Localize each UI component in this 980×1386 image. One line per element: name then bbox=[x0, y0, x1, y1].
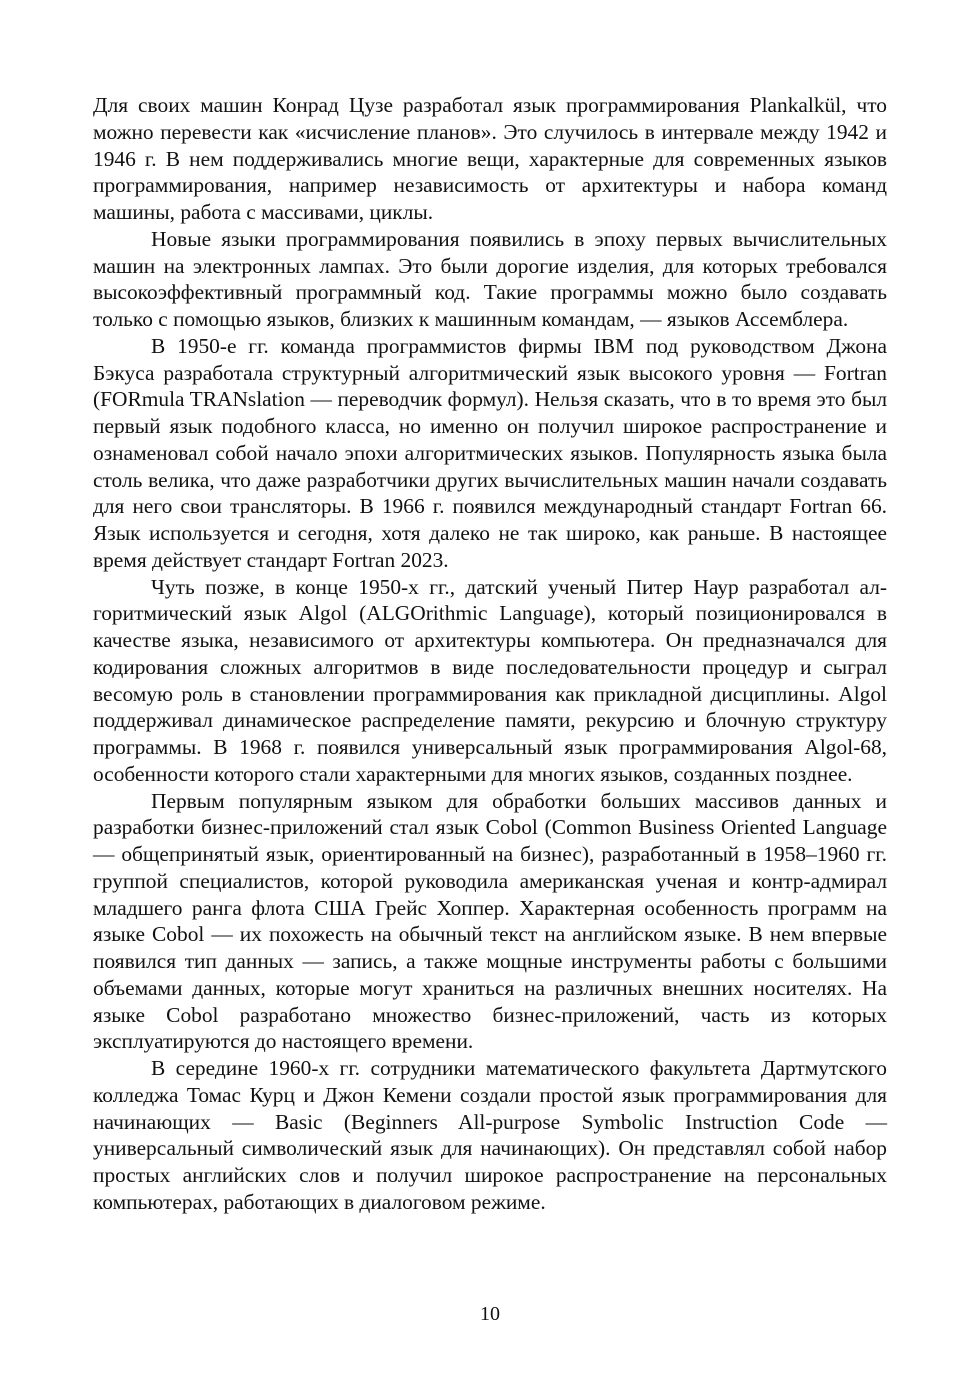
paragraph-zuse-plankalkul: Для своих машин Конрад Цузе разработал язык программирования Plankalkül, что можно перевести как «исчисление планов». Это случилось в интервале между 1942 и 1946 г. В нем поддерживались многие вещи, характерные для современных языков программирования, например независимость от архитектуры и набора команд машины, работа с массивами, циклы. bbox=[93, 93, 887, 224]
body-text bbox=[93, 92, 887, 1216]
paragraph-algol: Чуть позже, в конце 1950-х гг., датский ученый Питер Наур разработал алгоритмический язык Algol (ALGOrithmic Language), который позиционировался в качестве языка, независимого от архитектуры компьютера. Он предназначался для кодирования сложных алгоритмов в виде последовательности процедур и сыграл весомую роль в становлении программирования как прикладной дисциплины. Algol поддерживал динамическое распределение памяти, рекурсию и блочную структуру программы. В 1968 г. появился универсальный язык программирования Algol-68, особенности которого стали характерными для многих языков, созданных позднее. bbox=[93, 574, 887, 786]
paragraph-cobol: Первым популярным языком для обработки больших массивов данных и разработки бизнес-приложений стал язык Cobol (Common Business Oriented Language — общепринятый язык, ориентированный на бизнес), разработанный в 1958–1960 гг. группой специалистов, которой руководила американская ученая и контр-адмирал младшего ранга флота США Грейс Хоппер. Характерная особенность программ на языке Cobol — их похожесть на обычный текст на английском языке. В нем впервые появился тип данных — запись, а также мощные инструменты работы с большими объемами данных, которые могут храниться на различных внешних носителях. На языке Cobol разработано множество бизнес-приложений, часть из которых эксплуатируются до настоящего времени. bbox=[93, 788, 887, 1054]
page-number: 10 bbox=[480, 1303, 500, 1325]
paragraph-fortran: В 1950-е гг. команда программистов фирмы IBM под руководством Джона Бэкуса разработала структурный алгоритмический язык высокого уровня — Fortran (FORmula TRANslation — переводчик формул). Нельзя сказать, что в то время это был первый язык подобного класса, но именно он получил широкое распространение и ознаменовал собой начало эпохи алгоритмических языков. Популярность языка была столь велика, что даже разработчики других вычислительных машин начали создавать для него свои трансляторы. В 1966 г. появился международный стандарт Fortran 66. Язык используется и сегодня, хотя далеко не так широко, как раньше. В настоящее время действует стандарт Fortran 2023. bbox=[93, 333, 887, 572]
paragraph-basic: В середине 1960-х гг. сотрудники математического факультета Дартмутского колледжа Томас Курц и Джон Кемени создали простой язык программирования для начинающих — Basic (Beginners All-purpose Symbolic Instruction Code — универсальный символический язык для начинающих). Он представлял собой набор простых английских слов и получил широкое распространение на персональных компьютерах, работающих в диалоговом режиме. bbox=[93, 1056, 887, 1214]
paragraph-assembler: Новые языки программирования появились в эпоху первых вычислительных машин на электронных лампах. Это были дорогие изделия, для которых требовался высокоэффективный программный код. Такие программы можно было создавать только с помощью языков, близких к машинным командам, — языков Ассемблера. bbox=[93, 226, 887, 331]
